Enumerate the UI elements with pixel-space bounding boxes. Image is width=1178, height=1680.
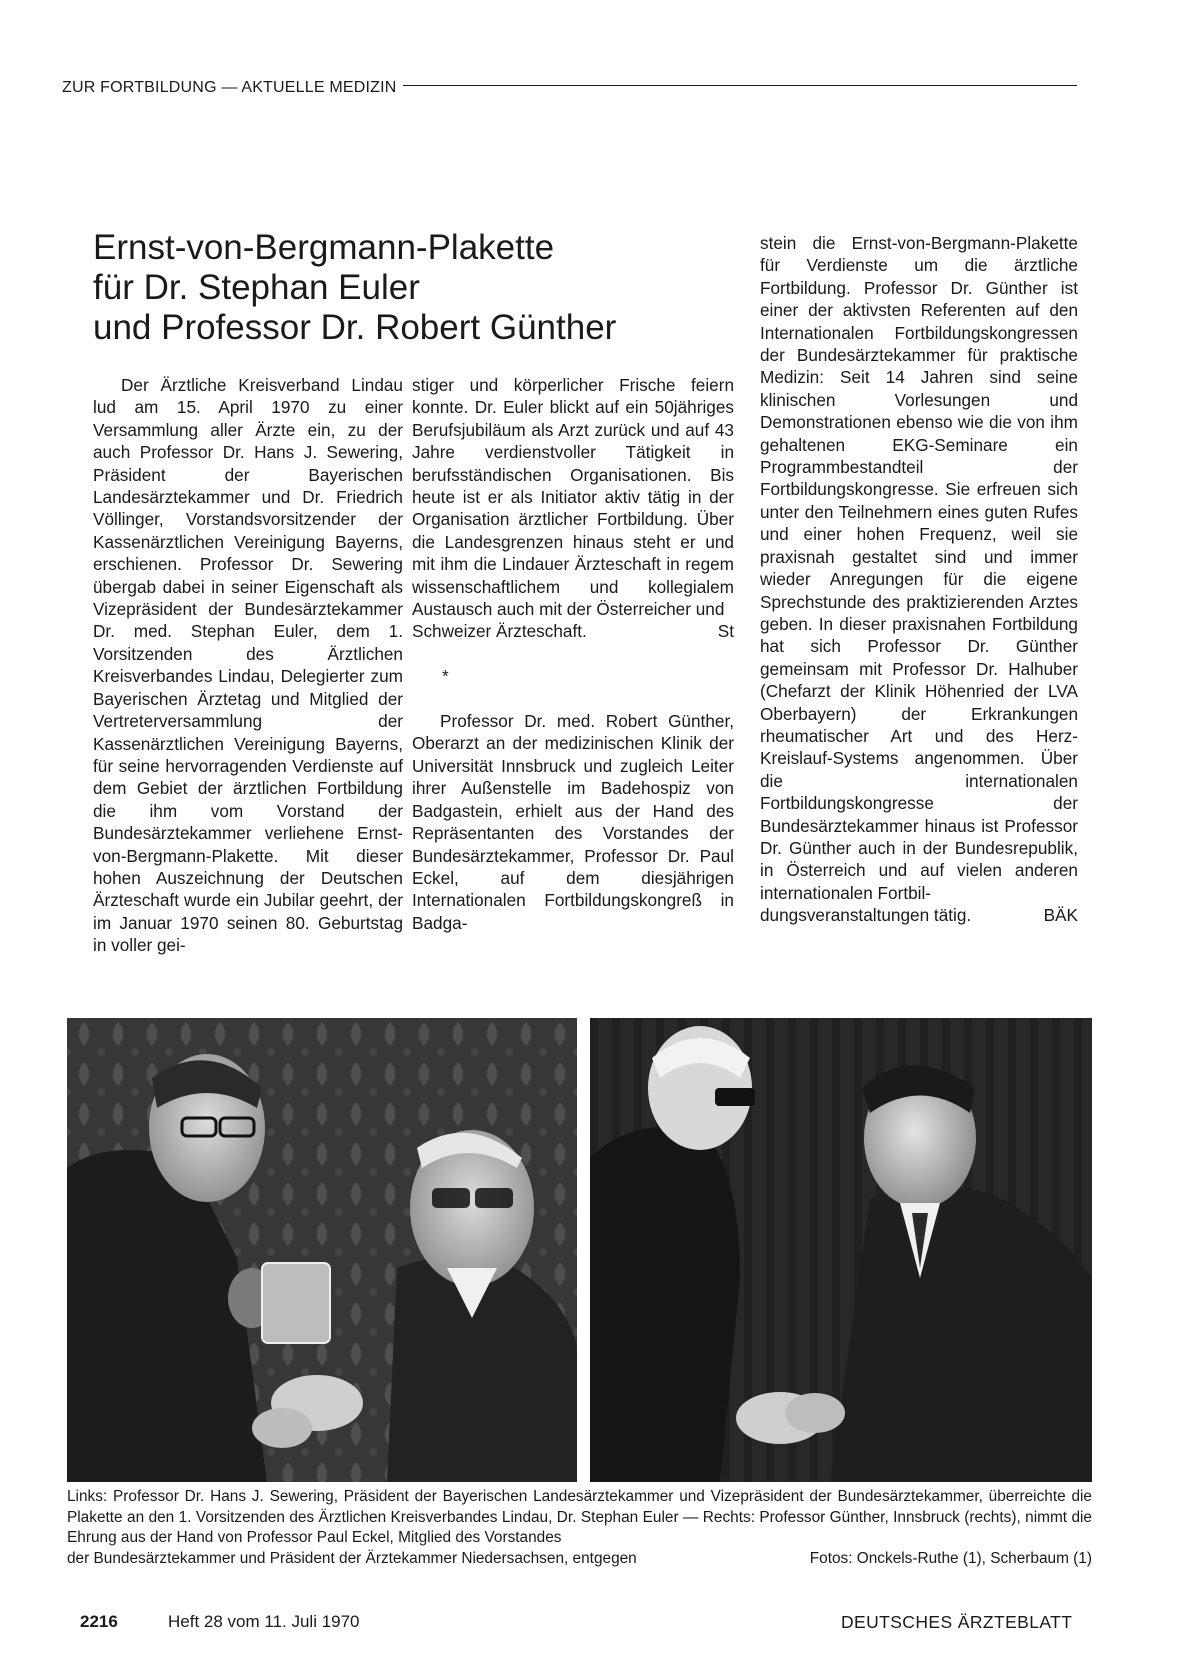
paragraph-euler-1: Der Ärztliche Kreisverband Lindau lud am 15. April 1970 zu einer Versammlung aller Ärzte ein, zu der auch Professor Dr. Hans J. Sewering, Präsident der Bayerischen Landesärztekammer und Dr. Friedrich Völlinger, Vorstandsvorsitzender der Kassenärztlichen Vereinigung Bayerns, erschienen. Professor Dr. Sewering übergab dabei in seiner Eigenschaft als Vizepräsident der Bundesärztekammer Dr. med. Stephan Euler, dem 1. Vorsitzenden des Ärztlichen Kreisverbandes Lindau, Delegierter zum Bayerischen Ärztetag und Mitglied der Vertreterversammlung der Kassenärztlichen Vereinigung Bayerns, für seine hervorragenden Verdienste auf dem Gebiet der ärztlichen Fortbildung die ihm vom Vorstand der Bundesärztekammer verliehene Ernst-von-Bergmann-Plakette. Mit dieser hohen Auszeichnung der Deutschen Ärzteschaft wurde ein Jubilar geehrt, der im Januar 1970 seinen 80. Geburtstag in voller gei- [93,375,403,956]
caption-last-line: der Bundesärztekammer und Präsident der Ärztekammer Niedersachsen, entgegen [67,1549,637,1567]
photo-caption [67,1487,1092,1569]
author-initials-baek: BÄK [1043,905,1078,926]
section-label: ZUR FORTBILDUNG — AKTUELLE MEDIZIN [62,79,397,96]
paragraph-guenther-2: stein die Ernst-von-Bergmann-Plakette für Verdienste um die ärztliche Fortbildung. Professor Dr. Günther ist einer der aktivsten Referenten auf den Internationalen Fortbildungskongressen der Bundesärztekammer für praktische Medizin: Seit 14 Jahren sind seine klinischen Vorlesungen und Demonstrationen ebenso wie die von ihm gehaltenen EKG-Seminare ein Programmbestandteil der Fortbildungskongresse. Sie erfreuen sich unter den Teilnehmern eines guten Rufes und einer hohen Frequenz, weil sie praxisnah gestaltet sind und immer wieder Anregungen für die eigene Sprechstunde des praktizierenden Arztes geben. In dieser praxisnahen Fortbildung hat sich Professor Dr. Günther gemeinsam mit Professor Dr. Halhuber (Chefarzt der Klinik Höhenried der LVA Oberbayern) der Erkrankungen rheumatischer Art und des Herz-Kreislauf-Systems angenommen. Über die internationalen Fortbildungskongresse der Bundesärztekammer hinaus ist Professor Dr. Günther auch in der Bundesrepublik, in Österreich und auf vielen anderen internationalen Fortbil- [760,233,1078,903]
signoff-row-st [412,620,734,642]
caption-text: Links: Professor Dr. Hans J. Sewering, Präsident der Bayerischen Landesärztekammer und Vizepräsident der Bundesärztekammer, überreichte die Plakette an den 1. Vorsitzenden des Ärztlichen Kreisverbandes Lindau, Dr. Stephan Euler — Rechts: Professor Günther, Innsbruck (rechts), nimmt die Ehrung aus der Hand von Professor Paul Eckel, Mitglied des Vorstandes [67,1488,1092,1546]
section-separator: * [442,666,449,687]
headline-line-3: und Professor Dr. Robert Günther [93,308,617,347]
caption-last-row [67,1549,1092,1570]
signoff-row-baek [760,904,1078,926]
article-column-1 [93,374,403,957]
author-initials-st: St [717,621,734,642]
article-headline [93,228,733,348]
photo-left-image [67,1018,577,1482]
paragraph-euler-2-last-line: Schweizer Ärzteschaft. [412,621,587,642]
article-column-2 [412,374,734,934]
photo-right-handshake [590,1018,1092,1482]
article-column-3 [760,232,1078,927]
photo-credit: Fotos: Onckels-Ruthe (1), Scherbaum (1) [809,1549,1092,1567]
page-number: 2216 [80,1612,118,1631]
paragraph-euler-2: stiger und körperlicher Frische feiern konnte. Dr. Euler blickt auf ein 50jähriges Berufsjubiläum als Arzt zurück und auf 43 Jahre verdienstvoller Tätigkeit in berufsständischen Organisationen. Bis heute ist er als Initiator aktiv tätig in der Organisation ärztlicher Fortbildung. Über die Landesgrenzen hinaus steht er und mit ihm die Lindauer Ärzteschaft in regem wissenschaftlichem und kollegialem Austausch auch mit der Österreicher und [412,375,734,620]
paragraph-guenther-2-last-line: dungsveranstaltungen tätig. [760,905,972,926]
journal-name: DEUTSCHES ÄRZTEBLATT [841,1612,1073,1632]
headline-line-2: für Dr. Stephan Euler [93,268,420,307]
photo-right-image [590,1018,1092,1482]
header-rule [403,85,1077,86]
paragraph-guenther-1: Professor Dr. med. Robert Günther, Oberarzt an der medizinischen Klinik der Universität Innsbruck und zugleich Leiter ihrer Außenstelle im Badehospiz von Badgastein, erhielt aus der Hand des Repräsentanten des Vorstandes der Bundesärztekammer, Professor Dr. Paul Eckel, auf dem diesjährigen Internationalen Fortbildungskongreß in Badga- [412,711,734,933]
running-head [62,76,1077,100]
issue-info: Heft 28 vom 11. Juli 1970 [168,1612,360,1631]
headline-line-1: Ernst-von-Bergmann-Plakette [93,228,555,267]
photo-left-award-handover [67,1018,577,1482]
